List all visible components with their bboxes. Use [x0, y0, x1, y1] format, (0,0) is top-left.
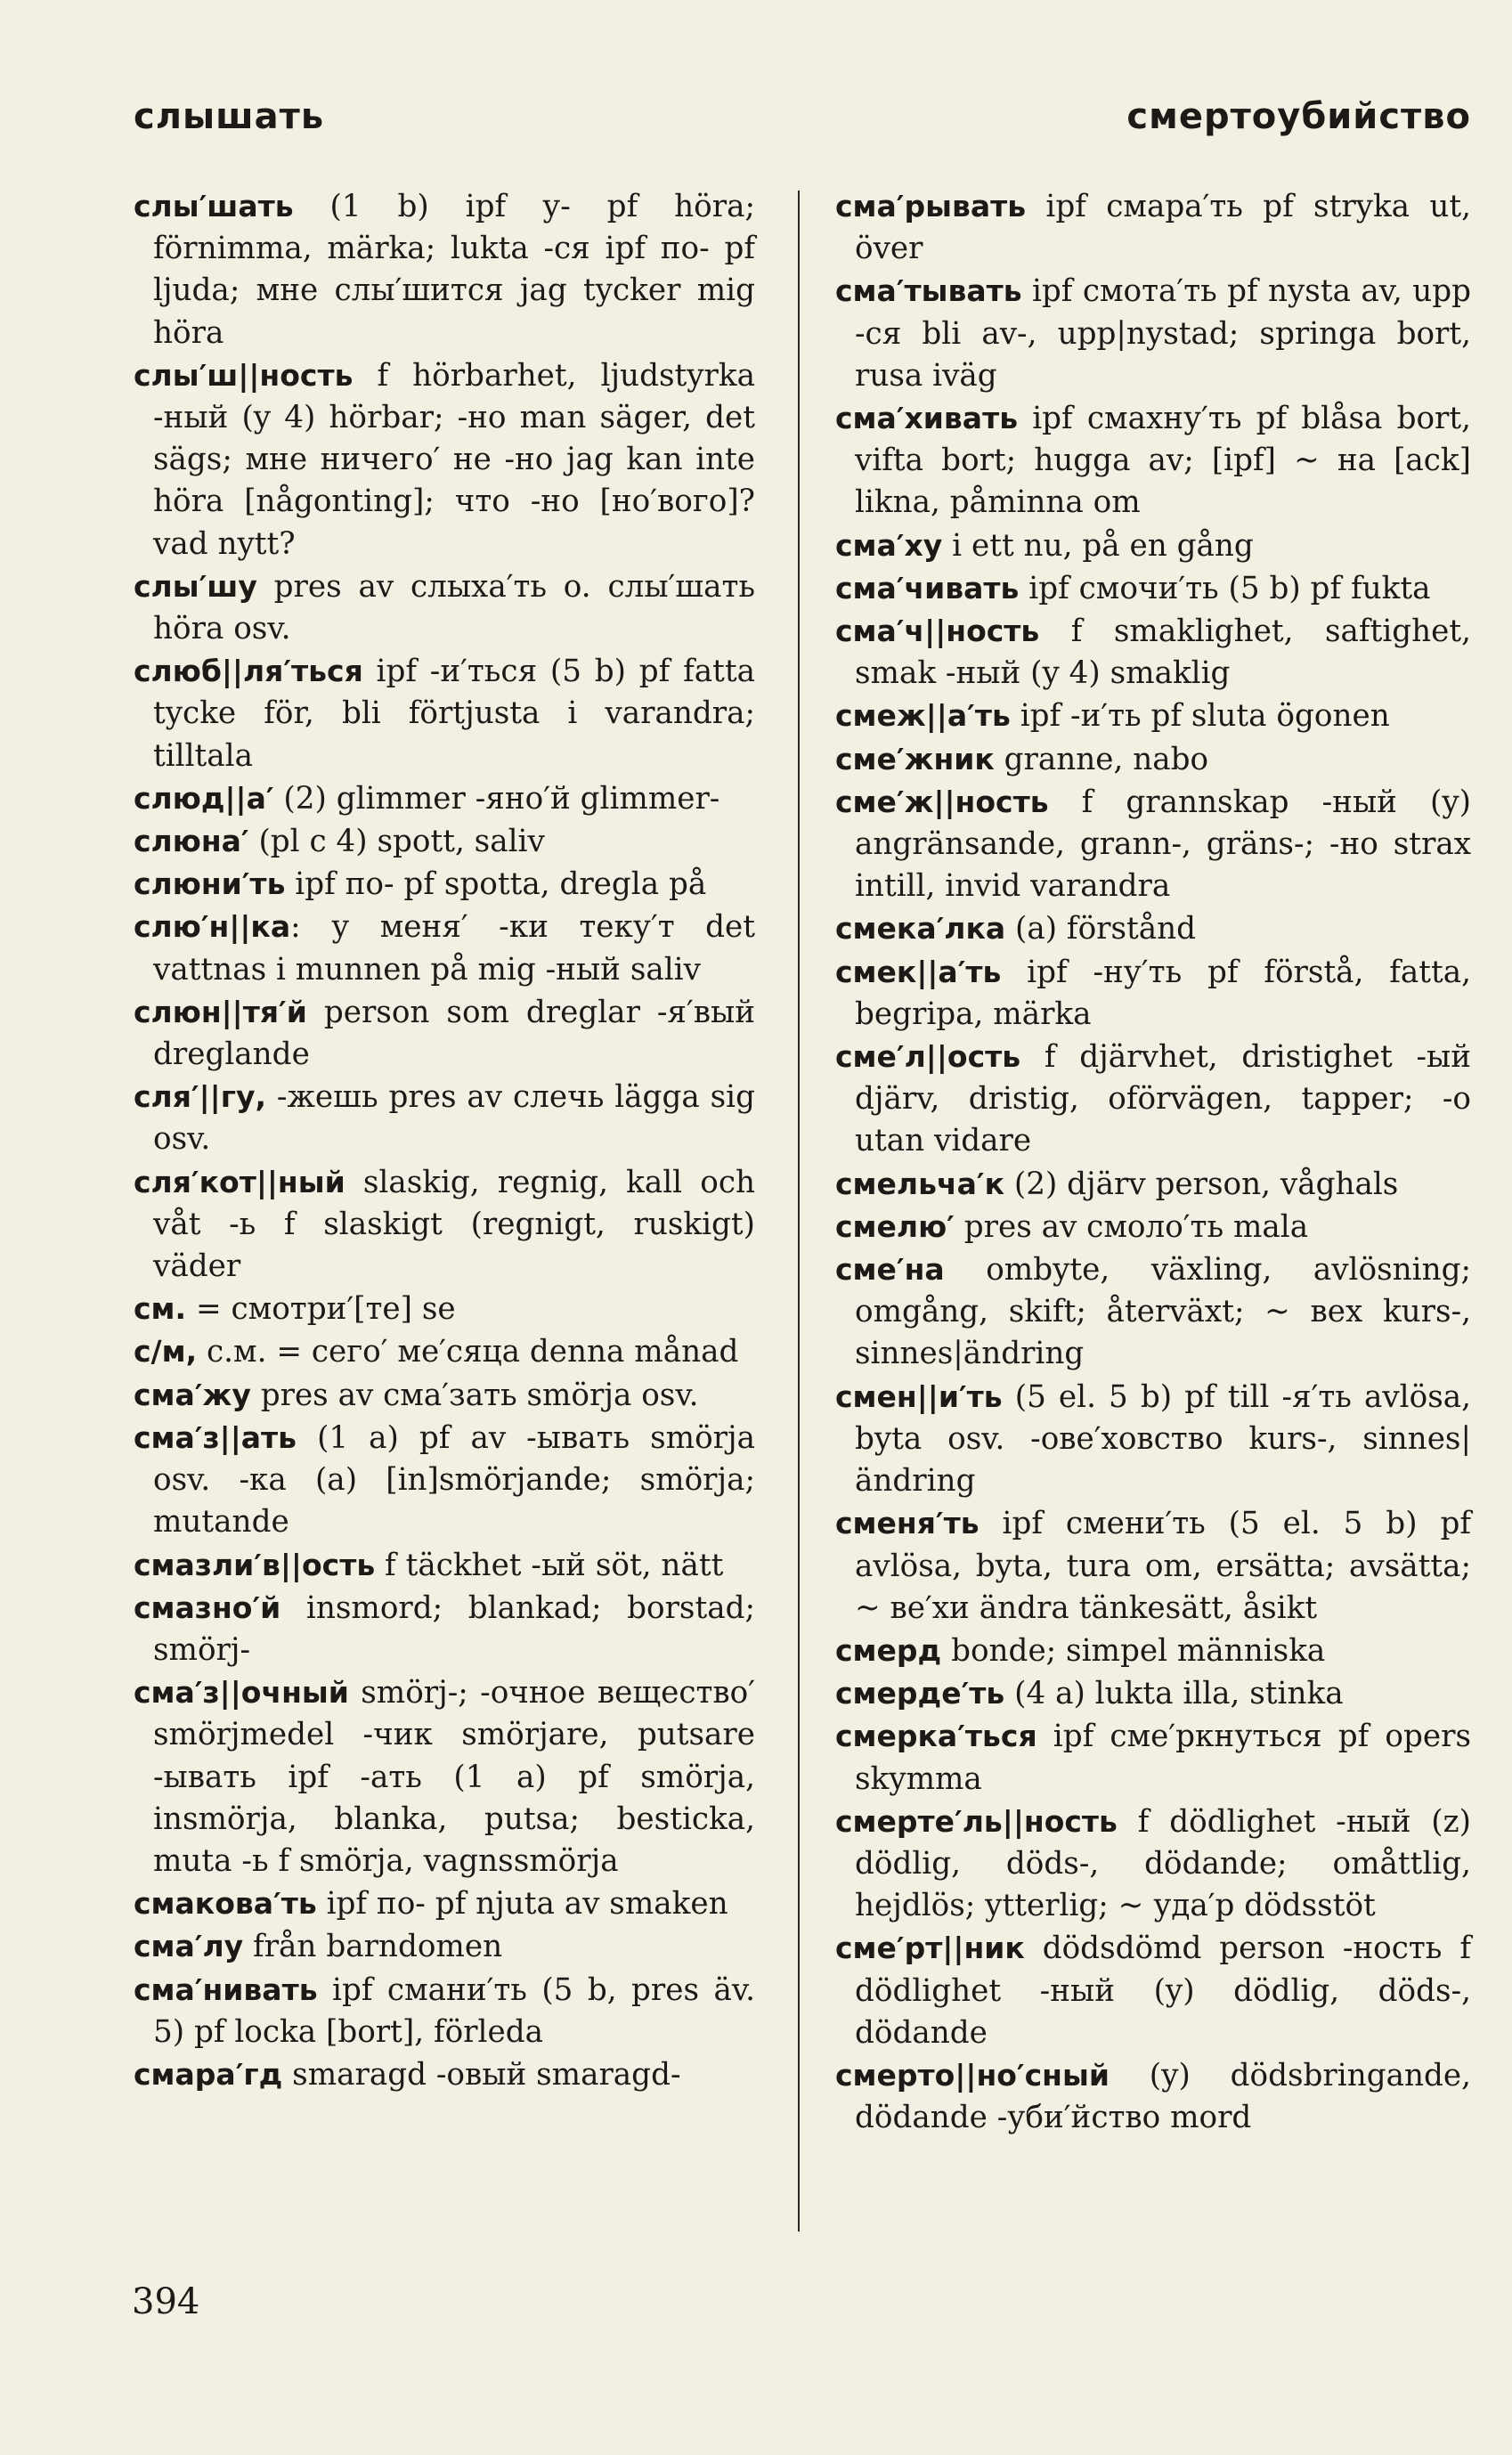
dictionary-entry: сма′з||ать (1 a) pf av -ывать smörja osv. -ка (a) [in]smörjande; smörja; mutande	[134, 1419, 755, 1540]
dictionary-entry: слы′шать (1 b) ipf у- pf höra; förnimma, märka; lukta -ся ipf по- pf ljuda; мне слы′шится jag tycker mig höra	[134, 189, 755, 351]
page-number: 394	[132, 2281, 200, 2322]
dictionary-entry: сме′рт||ник dödsdömd person -ность f dödlighet -ный (y) dödlig, döds-, dödande	[835, 1931, 1471, 2051]
dictionary-entry: сма′хивать ipf смахну′ть pf blåsa bort, vifta bort; hugga av; [ipf] ~ на [ack] likna, påminna om	[835, 401, 1471, 521]
dictionary-entry: слюб||ля′ться ipf -и′ться (5 b) pf fatta tycke för, bli förtjusta i varandra; tilltala	[134, 654, 755, 774]
dictionary-entry: смазли′в||ость f täckhet -ый söt, nätt	[134, 1547, 724, 1583]
dictionary-entry: слюд||а′ (2) glimmer -яно′й glimmer-	[134, 780, 720, 817]
dictionary-entry: сма′рывать ipf смара′ть pf stryka ut, över	[835, 189, 1471, 267]
dictionary-entry: слы′шу pres av слыха′ть o. слы′шать höra osv.	[134, 568, 755, 647]
dictionary-entry: смельча′к (2) djärv person, våghals	[835, 1166, 1399, 1202]
dictionary-entry: сма′нивать ipf смани′ть (5 b, pres äv. 5) pf locka [bort], förleda	[134, 1971, 755, 2050]
dictionary-entry: с/м, с.м. = сего′ ме′сяца denna månad	[134, 1334, 739, 1370]
dictionary-entry: сме′на ombyte, växling, avlösning; omgång, skift; återväxt; ~ вех kurs-, sinnes|ändring	[835, 1252, 1471, 1372]
dictionary-entry: смек||а′ть ipf -ну′ть pf förstå, fatta, begripa, märka	[835, 954, 1471, 1032]
dictionary-entry: слюн||тя′й person som dreglar -я′вый dreglande	[134, 994, 755, 1073]
dictionary-entry: смен||и′ть (5 el. 5 b) pf till -я′ть avlösa, byta osv. -ове′ховство kurs-, sinnes|ändring	[835, 1378, 1471, 1500]
dictionary-entry: смазно′й insmord; blankad; borstad; smörj-	[134, 1589, 755, 1668]
dictionary-entry: слю′н||ка: у меня′ -ки теку′т det vattnas i munnen på mig -ный saliv	[134, 909, 755, 988]
dictionary-entry: сма′ху i ett nu, på en gång	[835, 527, 1254, 564]
dictionary-entry: см. = смотри′[те] se	[134, 1291, 456, 1328]
dictionary-entry: сма′ч||ность f smaklighet, saftighet, smak -ный (y 4) smaklig	[835, 614, 1471, 692]
dictionary-entry: слюни′ть ipf по- pf spotta, dregla på	[134, 866, 707, 903]
left-column	[134, 185, 755, 2096]
dictionary-entry: сма′жу pres av сма′зать smörja osv.	[134, 1377, 699, 1413]
page-header	[0, 96, 1512, 150]
column-divider	[798, 191, 800, 2231]
dictionary-entry: смелю′ pres av смоло′ть mala	[835, 1208, 1309, 1245]
dictionary-entry: смакова′ть ipf по- pf njuta av smaken	[134, 1886, 728, 1923]
dictionary-entry: сма′лу från barndomen	[134, 1929, 503, 1965]
dictionary-entry: смерде′ть (4 a) lukta illa, stinka	[835, 1676, 1344, 1712]
dictionary-entry: слы′ш||ность f hörbarhet, ljudstyrka -ный (y 4) hörbar; -но man säger, det sägs; мне ничего′ не -но jag kan inte höra [någonting]; что -но [но′вого]? vad nytt?	[134, 357, 755, 562]
right-column	[835, 185, 1471, 2139]
left-guide-word: слышать	[134, 96, 325, 137]
dictionary-entry: сля′||гу, -жешь pres av слечь lägga sig osv.	[134, 1079, 755, 1158]
dictionary-entry: слюна′ (pl c 4) spott, saliv	[134, 824, 545, 860]
dictionary-entry: сме′жник granne, nabo	[835, 741, 1209, 777]
dictionary-entry: сма′з||очный smörj-; -очное вещество′ smörjmedel -чик smörjare, putsare -ывать ipf -ать (1 a) pf smörja, insmörja, blanka, putsa; besticka, muta -ь f smörja, vagnssmörja	[134, 1675, 755, 1879]
dictionary-entry: смека′лка (a) förstånd	[835, 911, 1197, 947]
dictionary-entry: смеж||а′ть ipf -и′ть pf sluta ögonen	[835, 698, 1390, 735]
right-guide-word: смертоубийство	[1126, 96, 1471, 137]
dictionary-entry: сма′тывать ipf смота′ть pf nysta av, upp -ся bli av-, upp|nystad; springa bort, rusa iväg	[835, 273, 1471, 394]
dictionary-entry: сма′чивать ipf смочи′ть (5 b) pf fukta	[835, 570, 1431, 606]
dictionary-entry: смерто||но′сный (y) dödsbringande, dödande -уби′йство mord	[835, 2057, 1471, 2136]
dictionary-entry: сменя′ть ipf смени′ть (5 el. 5 b) pf avlösa, byta, tura om, ersätta; avsätta; ~ ве′хи ändra tänkesätt, åsikt	[835, 1506, 1471, 1626]
dictionary-entry: сля′кот||ный slaskig, regnig, kall och våt -ь f slaskigt (regnigt, ruskigt) väder	[134, 1164, 755, 1285]
dictionary-entry: смерте′ль||ность f dödlighet -ный (z) dödlig, döds-, dödande; omåttlig, hejdlös; ytterlig; ~ уда′р dödsstöt	[835, 1803, 1471, 1924]
dictionary-entry: смерка′ться ipf сме′ркнуться pf opers skymma	[835, 1719, 1471, 1797]
dictionary-entry: смерд bonde; simpel människa	[835, 1632, 1326, 1669]
dictionary-entry: смара′гд smaragd -овый smaragd-	[134, 2056, 681, 2093]
dictionary-entry: сме′л||ость f djärvhet, dristighet -ый djärv, dristig, oförvägen, tapper; -о utan vidare	[835, 1039, 1471, 1159]
dictionary-entry: сме′ж||ность f grannskap -ный (y) angränsande, grann-, gräns-; -но strax intill, invid varandra	[835, 784, 1471, 905]
